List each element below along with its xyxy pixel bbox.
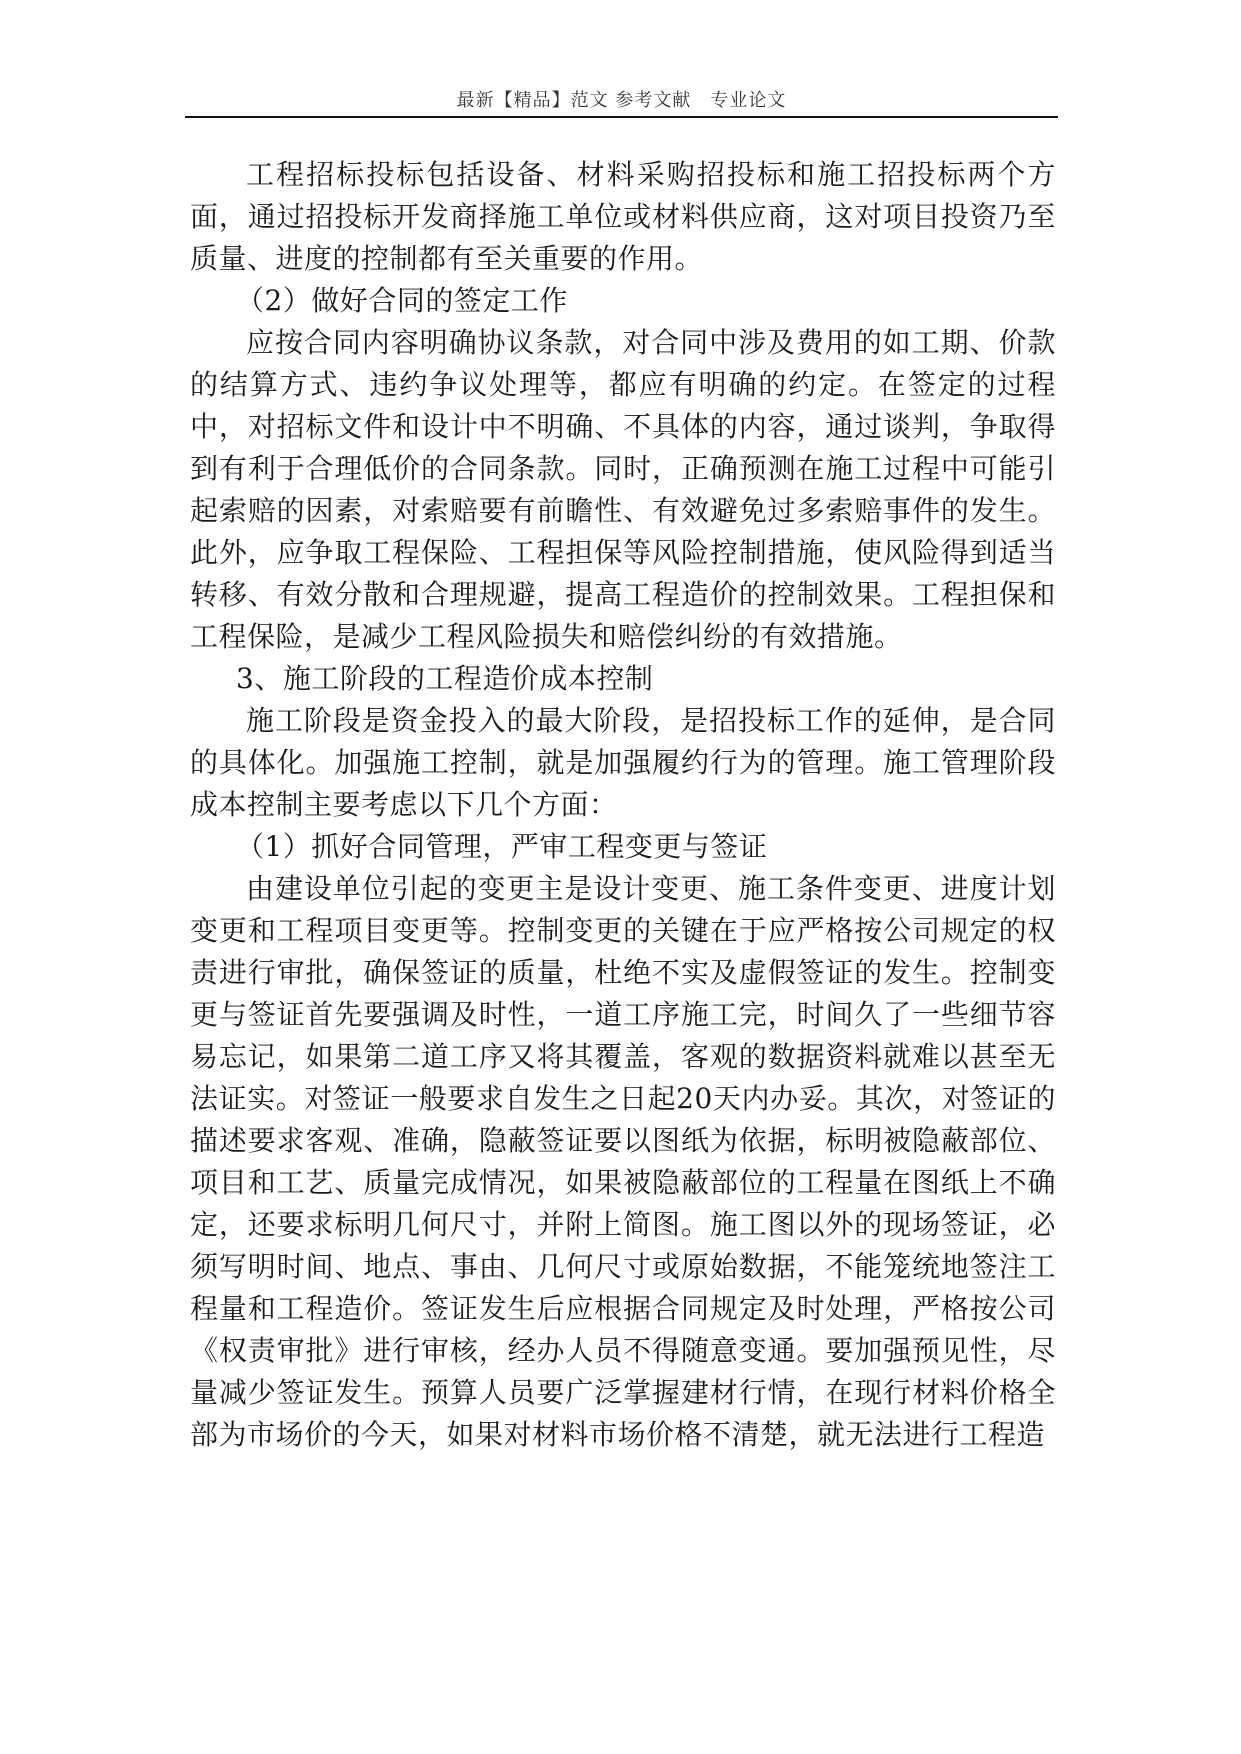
document-body (190, 154, 1056, 1456)
heading-contract-management: （1）抓好合同管理，严审工程变更与签证 (236, 830, 768, 863)
page-header: 最新【精品】范文 参考文献 专业论文 (456, 90, 787, 111)
heading-construction-stage: 3、施工阶段的工程造价成本控制 (236, 662, 654, 695)
paragraph-contract-terms: 应按合同内容明确协议条款，对合同中涉及费用的如工期、价款的结算方式、违约争议处理等，都应有明确的约定。在签定的过程中，对招标文件和设计中不明确、不具体的内容，通过谈判，争取得到有利于合理低价的合同条款。同时，正确预测在施工过程中可能引起索赔的因素，对索赔要有前瞻性、有效避免过多索赔事件的发生。此外，应争取工程保险、工程担保等风险控制措施，使风险得到适当转移、有效分散和合理规避，提高工程造价的控制效果。工程担保和工程保险，是减少工程风险损失和赔偿纠纷的有效措施。 (190, 326, 1056, 653)
paragraph-construction-stage: 施工阶段是资金投入的最大阶段，是招投标工作的延伸，是合同的具体化。加强施工控制，就是加强履约行为的管理。施工管理阶段成本控制主要考虑以下几个方面： (190, 704, 1056, 821)
paragraph-variation-visa: 由建设单位引起的变更主是设计变更、施工条件变更、进度计划变更和工程项目变更等。控制变更的关键在于应严格按公司规定的权责进行审批，确保签证的质量，杜绝不实及虚假签证的发生。控制变更与签证首先要强调及时性，一道工序施工完，时间久了一些细节容易忘记，如果第二道工序又将其覆盖，客观的数据资料就难以甚至无法证实。对签证一般要求自发生之日起20天内办妥。其次，对签证的描述要求客观、准确，隐蔽签证要以图纸为依据，标明被隐蔽部位、项目和工艺、质量完成情况，如果被隐蔽部位的工程量在图纸上不确定，还要求标明几何尺寸，并附上简图。施工图以外的现场签证，必须写明时间、地点、事由、几何尺寸或原始数据，不能笼统地签注工程量和工程造价。签证发生后应根据合同规定及时处理，严格按公司《权责审批》进行审核，经办人员不得随意变通。要加强预见性，尽量减少签证发生。预算人员要广泛掌握建材行情，在现行材料价格全部为市场价的今天，如果对材料市场价格不清楚，就无法进行工程造 (190, 872, 1056, 1451)
paragraph-bidding: 工程招标投标包括设备、材料采购招投标和施工招投标两个方面，通过招投标开发商择施工单位或材料供应商，这对项目投资乃至质量、进度的控制都有至关重要的作用。 (190, 158, 1056, 275)
header-divider (185, 116, 1058, 118)
heading-contract-signing: （2）做好合同的签定工作 (236, 284, 568, 317)
